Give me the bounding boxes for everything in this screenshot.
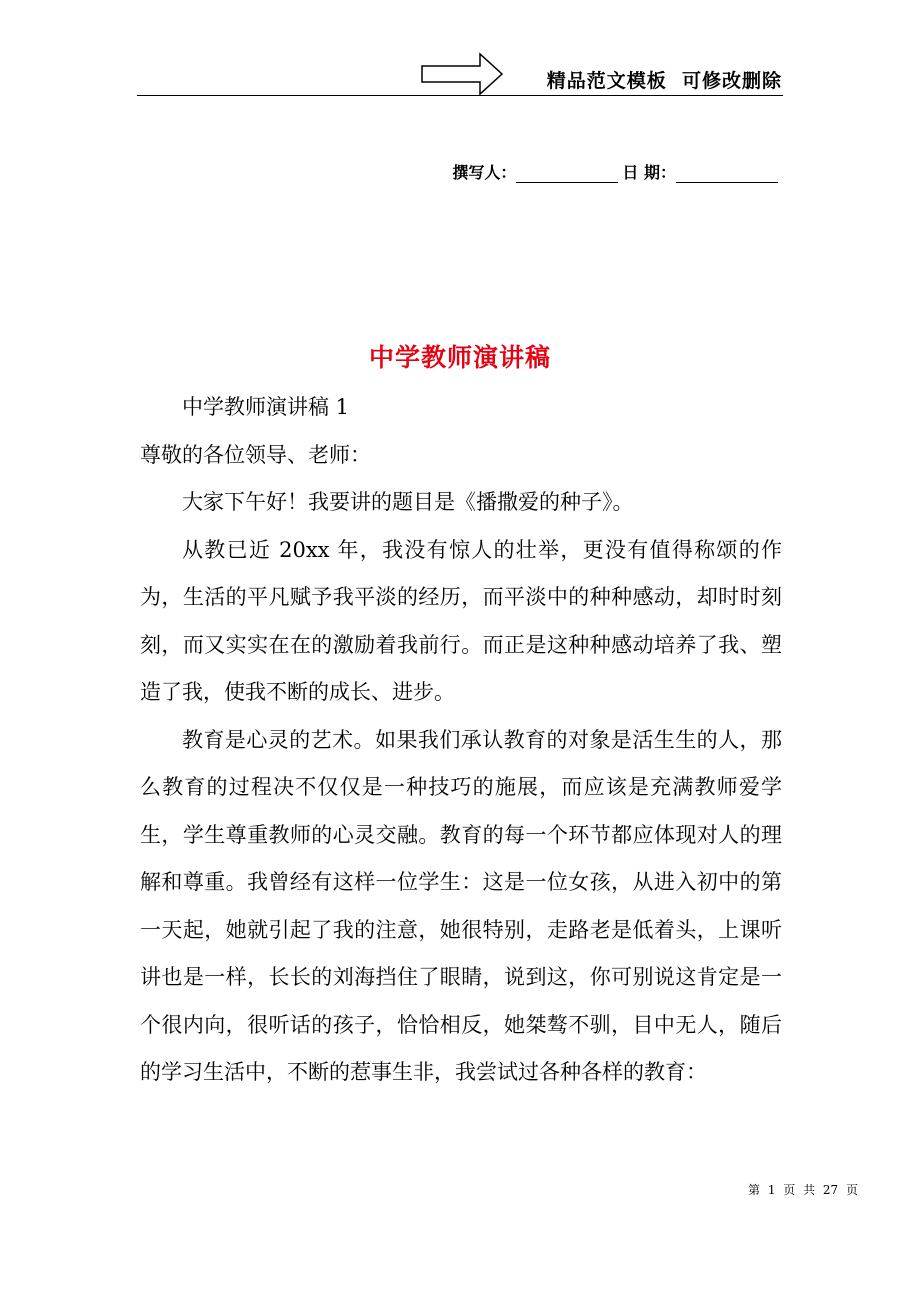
greeting-paragraph: 大家下午好！我要讲的题目是《播撒爱的种子》。 bbox=[182, 490, 634, 514]
header-divider bbox=[137, 95, 783, 96]
date-blank-line bbox=[676, 162, 778, 183]
body-paragraph: 教育是心灵的艺术。如果我们承认教育的对象是活生生的人，那么教育的过程决不仅仅是一种技巧的施展，而应该是充满教师爱学生，学生尊重教师的心灵交融。教育的每一个环节都应体现对人的理解和尊重。我曾经有这样一位学生：这是一位女孩，从进入初中的第一天起，她就引起了我的注意，她很特别，走路老是低着头，上课听讲也是一样，长长的刘海挡住了眼睛，说到这，你可别说这肯定是一个很内向，很听话的孩子，恰恰相反，她桀骜不驯，目中无人，随后的学习生活中，不断的惹事生非，我尝试过各种各样的教育： bbox=[140, 727, 782, 1084]
header-banner-text: 精品范文模板 可修改删除 bbox=[546, 70, 782, 92]
author-blank-line bbox=[516, 162, 618, 183]
document-title: 中学教师演讲稿 bbox=[368, 343, 551, 372]
author-date-row bbox=[452, 160, 782, 183]
salutation: 尊敬的各位领导、老师： bbox=[140, 442, 371, 467]
document-body bbox=[140, 384, 782, 1097]
date-label: 日 期： bbox=[622, 163, 676, 182]
page-number: 第 1 页 共 27 页 bbox=[748, 1183, 858, 1197]
section-heading: 中学教师演讲稿 1 bbox=[182, 395, 350, 419]
body-paragraph: 从教已近 20xx 年，我没有惊人的壮举，更没有值得称颂的作为，生活的平凡赋予我平淡的经历，而平淡中的种种感动，却时时刻刻，而又实实在在的激励着我前行。而正是这种种感动培养了我、塑造了我，使我不断的成长、进步。 bbox=[140, 537, 782, 704]
author-label: 撰写人： bbox=[452, 163, 517, 182]
arrow-right-icon bbox=[420, 52, 504, 96]
